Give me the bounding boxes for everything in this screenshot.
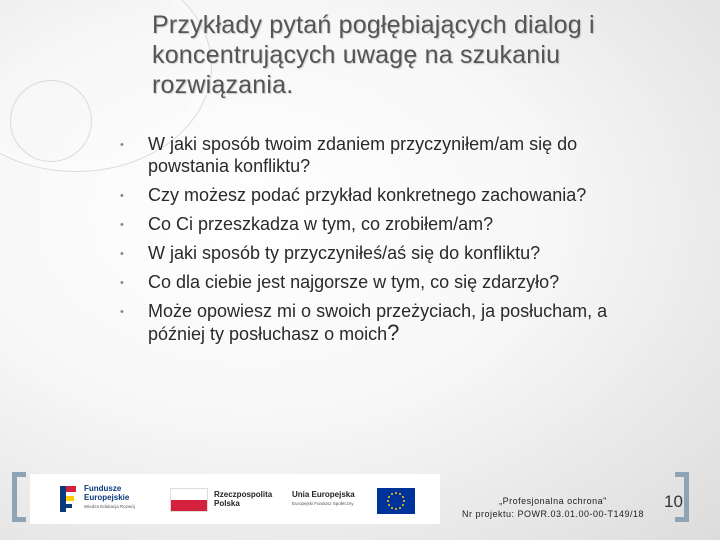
question-text: Może opowiesz mi o swoich przeżyciach, ja posłucham, a	[148, 301, 608, 321]
bullet-icon: •	[120, 248, 124, 260]
question-text: później ty posłuchasz o moich	[148, 324, 388, 344]
question-item	[118, 271, 678, 293]
question-list	[118, 133, 678, 352]
bullet-icon: •	[120, 277, 124, 289]
question-text: W jaki sposób twoim zdaniem przyczyniłem/am się do	[148, 134, 578, 154]
page-number: 10	[664, 492, 683, 511]
title-line: koncentrujących uwagę na szukaniu	[152, 41, 561, 69]
unia-europejska-logo	[292, 486, 432, 514]
fe-logo-subtitle: Wiedza Edukacja Rozwój	[84, 504, 135, 509]
decorative-circle	[10, 80, 92, 162]
question-text: Czy możesz podać przykład konkretnego zachowania?	[148, 185, 587, 205]
question-text: Co Ci przeszkadza w tym, co zrobiłem/am?	[148, 214, 494, 234]
eu-flag-icon	[377, 488, 415, 514]
fe-logo-icon	[58, 482, 78, 516]
question-text: powstania konfliktu?	[148, 156, 311, 176]
bullet-icon: •	[120, 219, 124, 231]
question-text: W jaki sposób ty przyczyniłeś/aś się do konfliktu?	[148, 243, 541, 263]
bullet-icon: •	[120, 190, 124, 202]
funding-logos-bar	[30, 474, 440, 524]
fundusze-europejskie-logo	[58, 482, 168, 516]
rzeczpospolita-polska-logo	[170, 486, 280, 514]
ue-logo-subtitle: Europejski Fundusz Społeczny	[292, 501, 354, 506]
ue-logo-name: Unia Europejska	[292, 490, 355, 499]
question-text: Co dla ciebie jest najgorsze w tym, co się zdarzyło?	[148, 272, 560, 292]
slide-title	[152, 10, 672, 100]
title-line: rozwiązania.	[152, 71, 294, 99]
left-bracket-decoration	[12, 472, 26, 522]
rp-logo-name: Rzeczpospolita Polska	[214, 490, 273, 508]
bullet-icon: •	[120, 306, 124, 318]
question-item	[118, 300, 678, 345]
project-number: Nr projektu: POWR.03.01.00-00-T149/18	[461, 509, 645, 519]
question-mark: ?	[387, 320, 400, 345]
question-item	[118, 184, 678, 206]
project-name: „Profesjonalna ochrona"	[499, 496, 607, 506]
fe-logo-name: Fundusze Europejskie	[84, 484, 130, 502]
bullet-icon: •	[120, 139, 124, 151]
question-item	[118, 242, 678, 264]
question-item	[118, 213, 678, 235]
title-line: Przykłady pytań pogłębiających dialog i	[152, 11, 595, 39]
question-item	[118, 133, 678, 177]
project-info	[448, 495, 658, 521]
polish-flag-icon	[170, 488, 208, 512]
